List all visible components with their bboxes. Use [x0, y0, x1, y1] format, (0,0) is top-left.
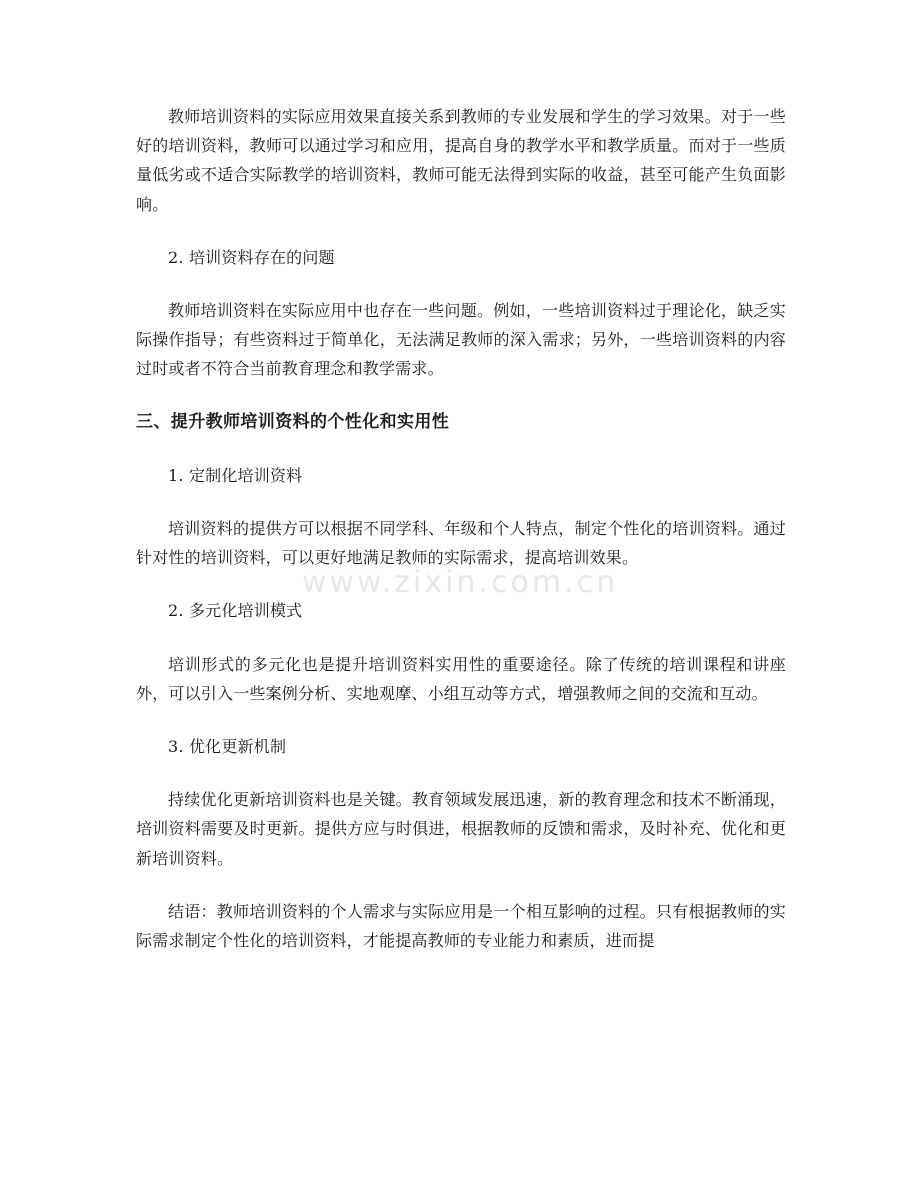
paragraph-problems: 教师培训资料在实际应用中也存在一些问题。例如，一些培训资料过于理论化，缺乏实际操作指导；有些资料过于简单化，无法满足教师的深入需求；另外，一些培训资料的内容过时或者不符合当前教育理念和教学需求。 [136, 301, 786, 379]
paragraph-conclusion: 结语：教师培训资料的个人需求与实际应用是一个相互影响的过程。只有根据教师的实际需求制定个性化的培训资料，才能提高教师的专业能力和素质，进而提 [136, 901, 786, 951]
document-body [136, 102, 786, 955]
section-heading-3: 三、提升教师培训资料的个性化和实用性 [136, 411, 450, 432]
spacer [136, 761, 786, 785]
spacer [136, 490, 786, 514]
subheading-update-mechanism: 3. 优化更新机制 [168, 737, 287, 757]
subheading-diversified: 2. 多元化培训模式 [168, 601, 303, 621]
paragraph-update-mechanism: 持续优化更新培训资料也是关键。教育领域发展迅速，新的教育理念和技术不断涌现，培训资料需要及时更新。提供方应与时俱进，根据教师的反馈和需求，及时补充、优化和更新培训资料。 [136, 790, 786, 868]
spacer [136, 626, 786, 650]
spacer [136, 708, 786, 732]
spacer [136, 873, 786, 897]
spacer [136, 572, 786, 596]
watermark: www.zixin.com.cn [301, 565, 619, 600]
spacer [136, 219, 786, 243]
spacer [136, 272, 786, 296]
spacer [136, 384, 786, 408]
spacer [136, 437, 786, 461]
paragraph-application-effect: 教师培训资料的实际应用效果直接关系到教师的专业发展和学生的学习效果。对于一些好的培训资料，教师可以通过学习和应用，提高自身的教学水平和教学质量。而对于一些质量低劣或不适合实际教学的培训资料，教师可能无法得到实际的收益，甚至可能产生负面影响。 [136, 107, 786, 214]
subheading-problems: 2. 培训资料存在的问题 [168, 247, 335, 267]
paragraph-diversified: 培训形式的多元化也是提升培训资料实用性的重要途径。除了传统的培训课程和讲座外，可以引入一些案例分析、实地观摩、小组互动等方式，增强教师之间的交流和互动。 [136, 654, 786, 703]
subheading-customized: 1. 定制化培训资料 [168, 465, 303, 485]
paragraph-customized: 培训资料的提供方可以根据不同学科、年级和个人特点，制定个性化的培训资料。通过针对性的培训资料，可以更好地满足教师的实际需求，提高培训效果。 [136, 519, 786, 568]
